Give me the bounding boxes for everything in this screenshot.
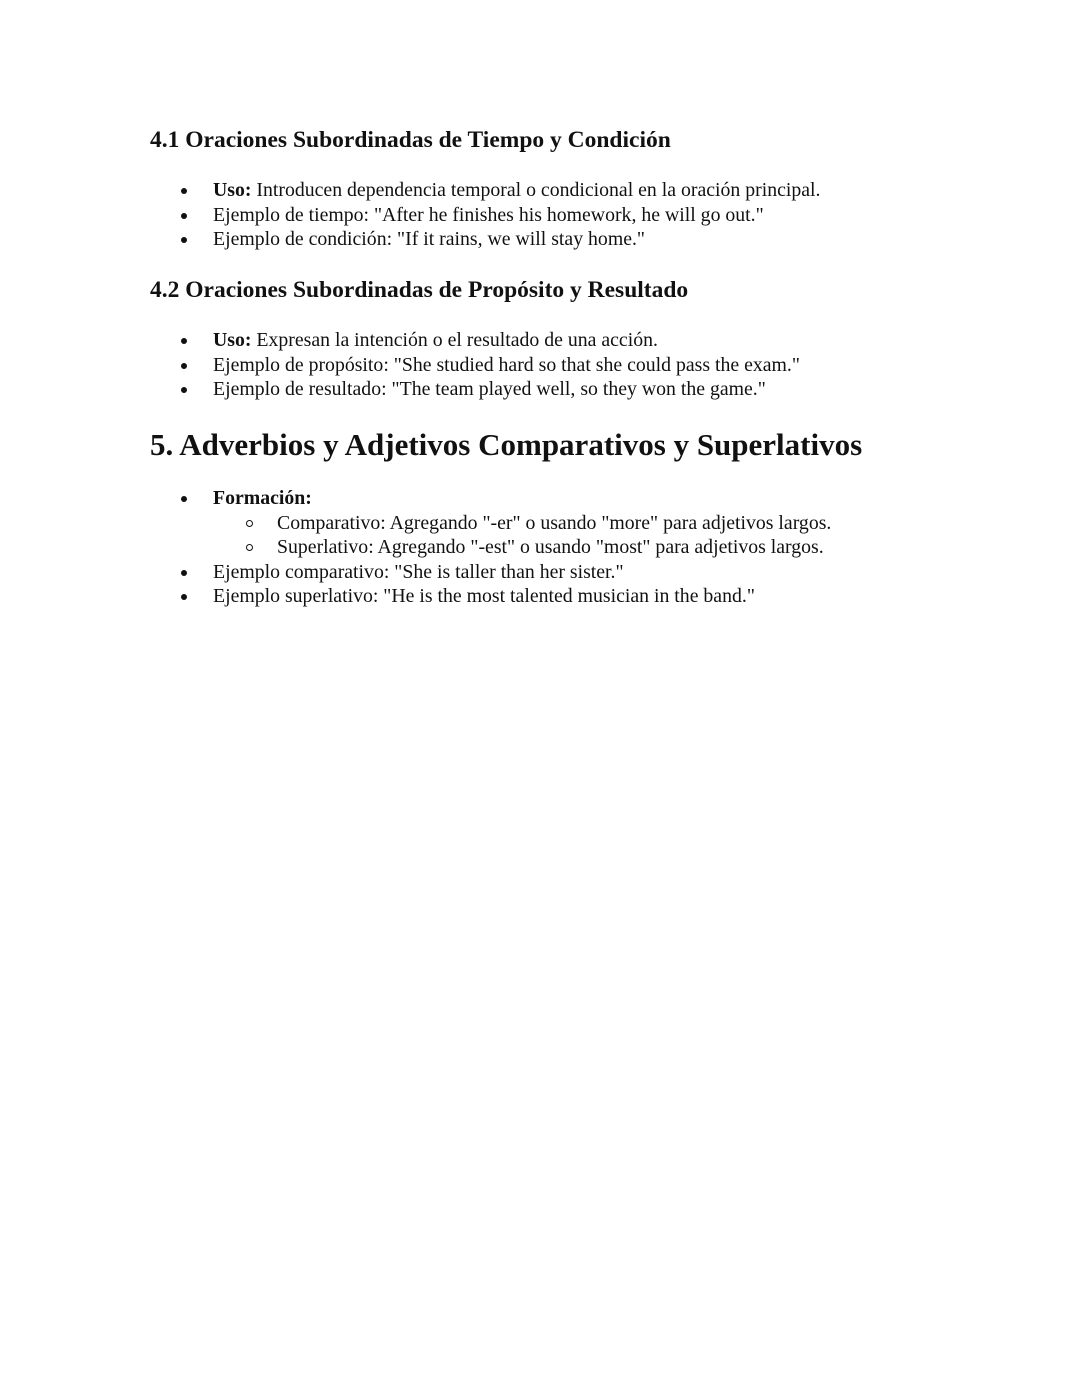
bullet-icon <box>181 570 187 576</box>
bullet-icon <box>181 496 187 502</box>
list-item: Ejemplo de propósito: "She studied hard so that she could pass the exam." <box>0 353 800 378</box>
section-4-2-list <box>0 328 800 402</box>
list-item: Ejemplo de condición: "If it rains, we will stay home." <box>0 227 821 252</box>
section-5-list <box>0 486 831 609</box>
formation-sublist <box>213 511 831 560</box>
sublist-item: Superlativo: Agregando "-est" o usando "most" para adjetivos largos. <box>0 535 831 560</box>
circle-bullet-icon <box>246 520 253 527</box>
list-item: Uso: Introducen dependencia temporal o condicional en la oración principal. <box>0 178 821 203</box>
bullet-icon <box>181 363 187 369</box>
bullet-icon <box>181 237 187 243</box>
sublist-item: Comparativo: Agregando "-er" o usando "more" para adjetivos largos. <box>0 511 831 536</box>
bullet-icon <box>181 188 187 194</box>
list-item: Ejemplo de tiempo: "After he finishes his homework, he will go out." <box>0 203 821 228</box>
bullet-icon <box>181 338 187 344</box>
bullet-icon <box>181 594 187 600</box>
section-4-2-heading: 4.2 Oraciones Subordinadas de Propósito y Resultado <box>150 277 689 303</box>
section-5-heading: 5. Adverbios y Adjetivos Comparativos y Superlativos <box>150 427 863 462</box>
section-4-1-list <box>0 178 821 252</box>
list-item: Uso: Expresan la intención o el resultado de una acción. <box>0 328 800 353</box>
list-item: Formación: Comparativo: Agregando "-er" o usando "more" para adjetivos largos. Superlativo: Agregando "-est" o usando "most" para adjetivos largos. <box>0 486 831 560</box>
list-item: Ejemplo comparativo: "She is taller than her sister." <box>0 560 831 585</box>
bullet-icon <box>181 387 187 393</box>
circle-bullet-icon <box>246 544 253 551</box>
bullet-icon <box>181 213 187 219</box>
list-item: Ejemplo de resultado: "The team played well, so they won the game." <box>0 377 800 402</box>
section-4-1-heading: 4.1 Oraciones Subordinadas de Tiempo y Condición <box>150 127 671 153</box>
list-item: Ejemplo superlativo: "He is the most talented musician in the band." <box>0 584 831 609</box>
